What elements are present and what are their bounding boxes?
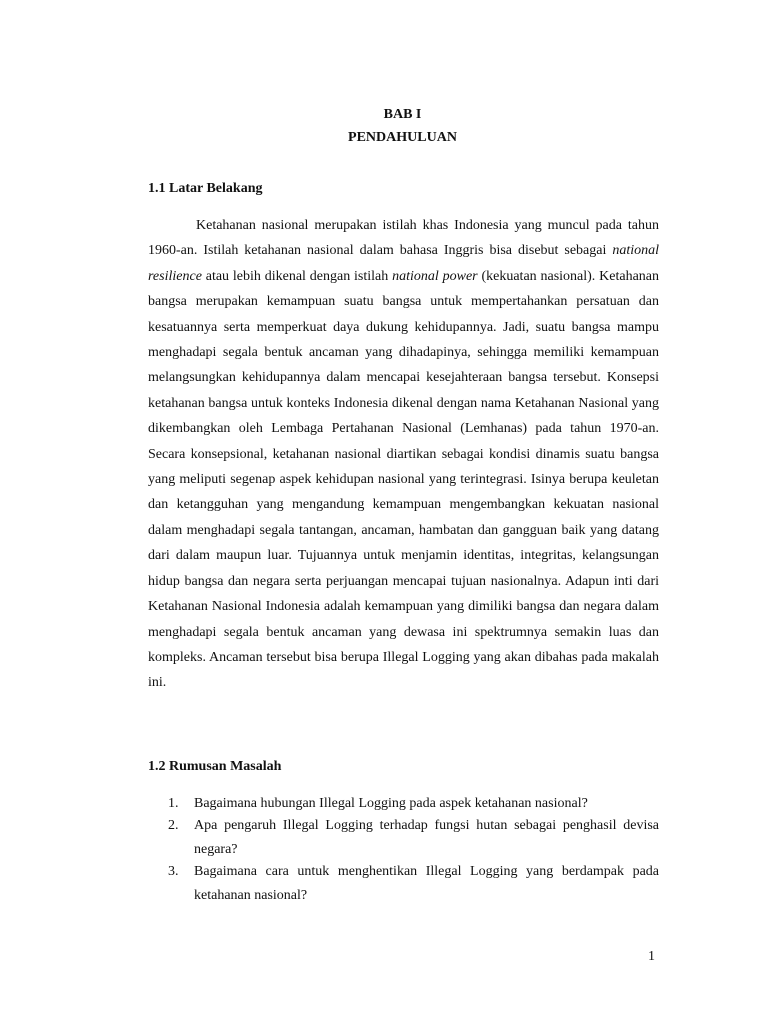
list-item	[148, 814, 659, 862]
paragraph-text: Ketahanan nasional merupakan istilah khas Indonesia yang muncul pada tahun 1960-an. Istilah ketahanan nasional dalam bahasa Inggris bisa disebut sebagai	[148, 218, 659, 259]
page-number: 1	[648, 949, 655, 964]
section-heading-rumusan-masalah: 1.2 Rumusan Masalah	[148, 759, 282, 774]
paragraph-text: (kekuatan nasional). Ketahanan bangsa merupakan kemampuan suatu bangsa untuk mempertahankan persatuan dan kesatuannya serta memperkuat daya dukung kehidupannya. Jadi, suatu bangsa mampu menghadapi segala bentuk ancaman yang dihadapinya, sehingga memiliki kemampuan melangsungkan kehidupannya dalam mencapai kesejahteraan bangsa tersebut. Konsepsi ketahanan bangsa untuk konteks Indonesia dikenal dengan nama Ketahanan Nasional yang dikembangkan oleh Lembaga Pertahanan Nasional (Lemhanas) pada tahun 1970-an. Secara konsepsional, ketahanan nasional diartikan sebagai kondisi dinamis suatu bangsa yang meliputi segenap aspek kehidupan nasional yang terintegrasi. Isinya berupa keuletan dan ketangguhan yang mengandung kemampuan mengembangkan kekuatan nasional dalam menghadapi segala tantangan, ancaman, hambatan dan gangguan baik yang datang dari dalam maupun luar. Tujuannya untuk menjamin identitas, integritas, kelangsungan hidup bangsa dan negara serta perjuangan mencapai tujuan nasionalnya. Adapun inti dari Ketahanan Nasional Indonesia adalah kemampuan yang dimiliki bangsa dan negara dalam menghadapi segala bentuk ancaman yang dewasa ini spektrumnya semakin luas dan kompleks. Ancaman tersebut bisa berupa Illegal Logging yang akan dibahas pada makalah ini.	[148, 268, 660, 691]
problem-list	[148, 792, 659, 906]
list-item-number: 1.	[168, 796, 179, 811]
section-heading-latar-belakang: 1.1 Latar Belakang	[148, 181, 263, 196]
italic-term-national-power: national power	[392, 268, 478, 284]
list-item-text: Bagaimana cara untuk menghentikan Illegal Logging yang berdampak pada ketahanan nasional?	[194, 864, 659, 903]
italic-term-national-resilience: national resilience	[148, 243, 659, 284]
chapter-number: BAB I	[383, 107, 422, 122]
list-item	[148, 792, 659, 816]
list-item-text: Apa pengaruh Illegal Logging terhadap fungsi hutan sebagai penghasil devisa negara?	[194, 818, 659, 857]
list-item-text: Bagaimana hubungan Illegal Logging pada aspek ketahanan nasional?	[194, 796, 588, 811]
list-item-number: 2.	[168, 818, 179, 833]
list-item	[148, 860, 659, 908]
body-paragraph	[148, 213, 659, 696]
paragraph-text: atau lebih dikenal dengan istilah	[201, 268, 393, 284]
list-item-number: 3.	[168, 864, 179, 879]
chapter-title: PENDAHULUAN	[348, 130, 457, 145]
